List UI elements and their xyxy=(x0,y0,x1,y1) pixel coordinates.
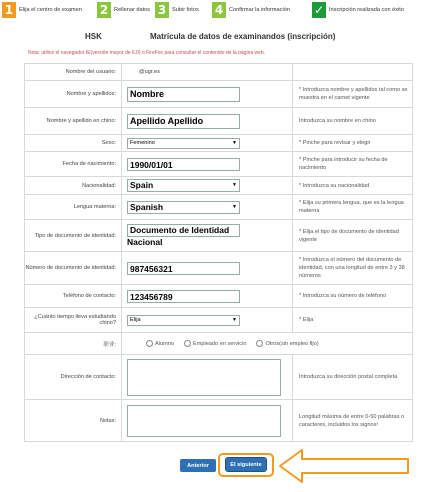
doc-number-hint: * Introduzca el número del documento de identidad, con una longitud de entre 3 y 38 números xyxy=(293,252,413,285)
step-label: Inscripción realizada con éxito xyxy=(329,7,404,13)
step-number: 2 xyxy=(97,2,111,18)
username-label: Nombre del usuario: xyxy=(25,64,122,81)
doc-number-label: Número de documento de identidad: xyxy=(25,252,122,285)
chinese-name-input[interactable]: Apellido Apellido xyxy=(127,114,240,129)
row-chinese-name xyxy=(25,108,413,135)
nationality-value: Spain xyxy=(130,180,154,190)
step-label: Rellenar datos xyxy=(114,7,151,13)
row-address xyxy=(25,355,413,400)
study-value: Elija xyxy=(130,316,141,323)
birth-input[interactable]: 1990/01/01 xyxy=(127,158,240,171)
page-title: Matrícula de datos de examinandos (inscripción) xyxy=(150,32,336,41)
step-label: Subir fotos xyxy=(172,7,199,13)
nationality-hint: * Introduzca su nacionalidad xyxy=(293,177,413,195)
birth-hint: * Pinche para introducir su fecha de nacimiento xyxy=(293,152,413,177)
row-doc-number xyxy=(25,252,413,285)
step-5 xyxy=(312,0,432,20)
address-textarea[interactable] xyxy=(127,359,281,396)
radio-employed[interactable]: Empleado en servicio xyxy=(184,340,246,347)
doc-type-value: Documento de Identidad xyxy=(130,225,230,235)
birth-label: Fecha de nacimiento: xyxy=(25,152,122,177)
language-select[interactable] xyxy=(127,201,240,214)
exam-name: HSK xyxy=(85,32,102,41)
dropdown-arrow-icon: ▼ xyxy=(232,182,237,188)
radio-icon xyxy=(146,340,153,347)
doc-type-select[interactable] xyxy=(127,224,240,237)
step-label: Elija el centro de examen xyxy=(19,7,82,13)
row-doc-type xyxy=(25,220,413,252)
phone-label: Teléfono de contacto: xyxy=(25,285,122,308)
address-hint: Introduzca su dirección postal completa xyxy=(293,355,413,400)
radio-student[interactable]: Alumno xyxy=(146,340,174,347)
notes-textarea[interactable] xyxy=(127,405,281,437)
doc-type-hint: * Elija el tipo de documento de identidad vigente xyxy=(293,220,413,252)
arrow-icon xyxy=(276,446,416,486)
chinese-name-hint: Introduzca su nombre en chino xyxy=(293,108,413,135)
study-select[interactable] xyxy=(127,315,240,326)
chinese-name-label: Nombre y apellido en chino: xyxy=(25,108,122,135)
study-label: ¿Cuánto tiempo lleva estudiando chino? xyxy=(25,308,122,333)
check-icon: ✓ xyxy=(313,3,325,17)
step-1 xyxy=(2,0,97,20)
step-2 xyxy=(97,0,155,20)
study-hint: * Elija xyxy=(293,308,413,333)
step-4 xyxy=(212,0,312,20)
previous-button[interactable]: Anterior xyxy=(180,459,216,472)
notes-label: Notas: xyxy=(25,400,122,442)
sex-value: Femenino xyxy=(130,139,155,146)
doc-type-label: Tipo de documento de identidad: xyxy=(25,220,122,252)
row-username xyxy=(25,64,413,81)
radio-other[interactable]: Otros(sin empleo fijo) xyxy=(256,340,318,347)
step-number: 3 xyxy=(155,2,169,18)
status-label: 职业: xyxy=(25,333,122,355)
language-label: Lengua materna: xyxy=(25,195,122,220)
dropdown-arrow-icon: ▼ xyxy=(232,203,237,210)
radio-icon xyxy=(256,340,263,347)
sex-select[interactable] xyxy=(127,138,240,149)
row-study xyxy=(25,308,413,333)
step-number: 1 xyxy=(2,2,16,18)
row-nationality xyxy=(25,177,413,195)
sex-label: Sexo: xyxy=(25,135,122,152)
next-button[interactable]: El siguiente xyxy=(226,458,266,471)
phone-input[interactable]: 123456789 xyxy=(127,290,240,303)
row-birth xyxy=(25,152,413,177)
notes-hint: Longitud máxima de entre 0-50 palabras o caracteres, incluidos los signos! xyxy=(293,400,413,442)
language-hint: * Elija su primera lengua, que es la lengua materna xyxy=(293,195,413,220)
username-value: @ugr.es xyxy=(139,69,160,75)
radio-icon xyxy=(184,340,191,347)
step-3 xyxy=(155,0,212,20)
language-value: Spanish xyxy=(130,201,164,212)
row-notes xyxy=(25,400,413,442)
status-radio-group xyxy=(122,340,412,347)
dropdown-arrow-icon: ▼ xyxy=(232,139,237,146)
row-name xyxy=(25,81,413,108)
sex-hint: * Pinche para revisar y elegir xyxy=(293,135,413,152)
browser-note: Nota: utilice el navegador IE(versión mayor de 6.0) o FireFox para consultar el contenido de la página web. xyxy=(28,50,266,56)
dropdown-arrow-icon: ▼ xyxy=(232,316,237,323)
row-phone xyxy=(25,285,413,308)
step-number: 4 xyxy=(212,2,226,18)
registration-form xyxy=(24,63,413,442)
page-header xyxy=(0,30,438,44)
progress-steps xyxy=(0,0,438,20)
address-label: Dirección de contacto: xyxy=(25,355,122,400)
doc-type-value-overflow: Nacional xyxy=(127,237,163,247)
row-language xyxy=(25,195,413,220)
name-input[interactable]: Nombre xyxy=(127,87,240,102)
name-label: Nombre y apellidos: xyxy=(25,81,122,108)
row-status xyxy=(25,333,413,355)
name-hint: * Introduzca nombre y apellidos tal como se muestra en el carnet vigente xyxy=(293,81,413,108)
step-label: Confirmar la información xyxy=(229,7,290,13)
phone-hint: * Introduzca su número de teléfono xyxy=(293,285,413,308)
nationality-select[interactable] xyxy=(127,179,240,192)
row-sex xyxy=(25,135,413,152)
nationality-label: Nacionalidad: xyxy=(25,177,122,195)
doc-number-input[interactable]: 987456321 xyxy=(127,262,240,275)
